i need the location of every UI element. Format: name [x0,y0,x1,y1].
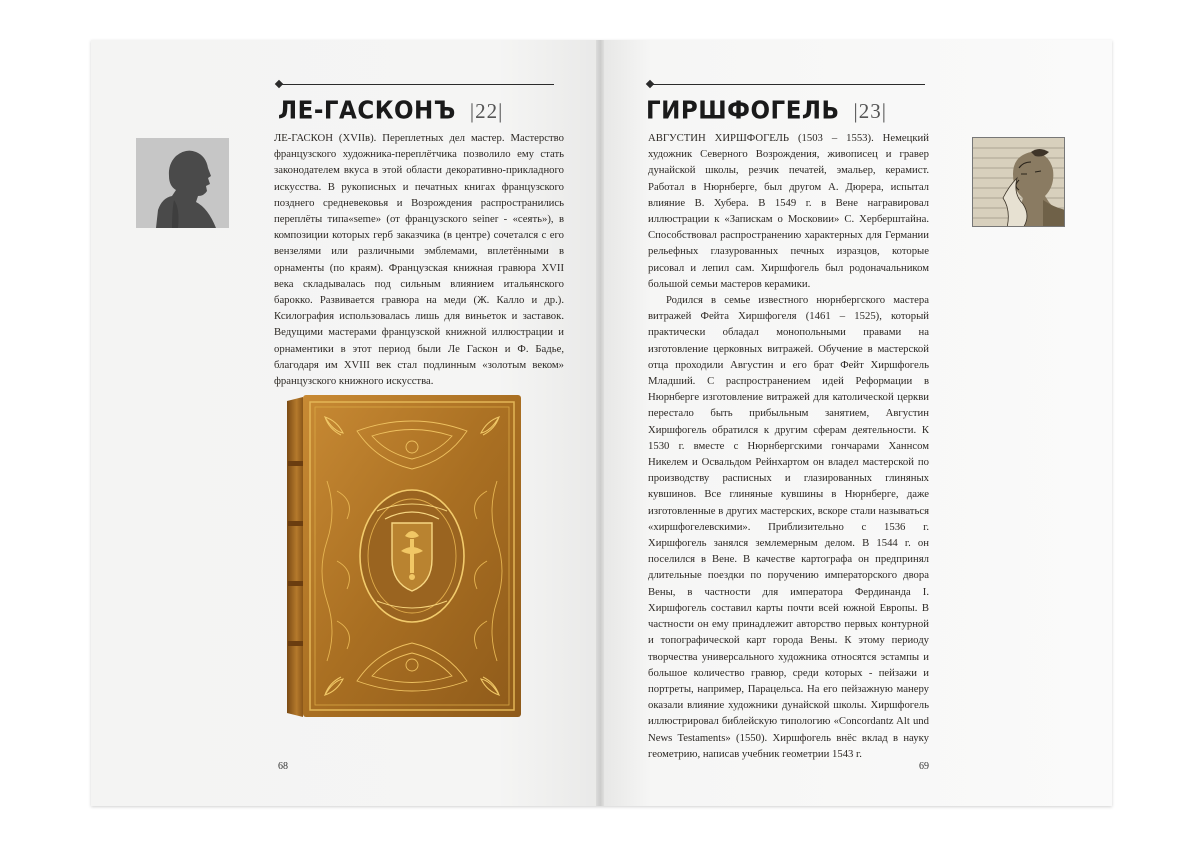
page-gutter [596,40,604,806]
right-heading-title: ГИРШФОГЕЛЬ [646,96,840,126]
left-paragraph: ЛЕ-ГАСКОН (XVIIв). Переплетных дел мастер. Мастерство французского художника-переплётчика позволило ему стать законодателем вкуса в этой области декоративно-прикладного искусства. В рукописных и печатных книгах французского позднего средневековья и Возрождения распространились переплёты типа«seme» (от французского seiner - «сеять»), в композиции которых герб заказчика (в центре) сочетался с его вензелями или различными эмблемами, вплетёнными в орнаменты (по краям). Французская книжная гравюра XVII века складывалась под сильным влиянием итальянского барокко. Развивается гравюра на меди (Ж. Калло и др.). Ксилография использовалась лишь для виньеток и заставок. Ведущими мастерами французской книжной иллюстрации и орнаментики в этот период были Ле Гаскон и Ф. Бадье, благодаря им XVIII век стал подлинным «золотым веком» французского книжного искусства. [274,132,564,388]
right-page-number: 69 [919,761,929,772]
ornamented-book-binding-image [277,391,527,721]
left-heading-title: ЛЕ-ГАСКОНЪ [278,96,456,126]
right-heading-number: |23| [853,99,887,123]
right-body-text [648,130,929,762]
left-heading-rule [278,84,554,85]
right-paragraph-1: АВГУСТИН ХИРШФОГЕЛЬ (1503 – 1553). Немецкий художник Северного Возрождения, живописец и гравер дунайской школы, резчик печатей, эмальер, керамист. Работал в Нюрнберге, был другом А. Дюрера, испытал влияние В. Хубера. В 1549 г. в Вене награвировал иллюстрации к «Запискам о Московии» С. Херберштайна. Способствовал распространению характерных для Германии рельефных глазурованных печных изразцов, которые рисовал и лепил сам. Хиршфогель был родоначальником большой семьи мастеров керамики. [648,132,929,290]
left-page-number: 68 [278,761,288,772]
silhouette-portrait-icon [136,138,229,228]
left-heading [278,98,503,124]
right-paragraph-2: Родился в семье известного нюрнбергского мастера витражей Фейта Хиршфогеля (1461 – 1525), который практически обладал монопольными правами на изготовление церковных витражей. Обучение в мастерской отца проходили Августин и его брат Фейт Хиршфогель Младший. С распространением идей Реформации в Нюрнберге изготовление витражей для католической церкви перестало быть прибыльным занятием, Августин Хиршфогель обратился к другим сферам деятельности. К 1530 г. вместе с Нюрнбергскими гончарами Ханнсом Никелем и Освальдом Рейнхартом он владел мастерской по производству расписных и глазированных глиняных кувшинов. Все глиняные кувшины в Нюрнберге, даже изготовленные в других мастерских, вскоре стали называться «хиршфогелевскими». Приблизительно с 1536 г. Хиршфогель занялся землемерным делом. В 1544 г. он поселился в Вене. В качестве картографа он предпринял длительные поездки по поручению императорского двора Вены, в частности для императора Фердинанда I. Хиршфогель составил карты почти всей южной Европы. В частности он ему принадлежит авторство первых контурной и топографической карт города Вены. К этому периоду творчества универсального художника относятся эстампы и большое количество гравюр, среди которых - пейзажи и портреты, например, Парацельса. На его пейзажную манеру оказали влияние художники дунайской школы. Хиршфогель иллюстрировал библейскую типологию «Concordantz Alt und News Testaments» (1550). Хиршфогель внёс вклад в науку геометрию, написав учебник геометрии 1543 г. [648,294,929,760]
engraved-portrait-icon [972,137,1065,227]
right-heading [646,98,887,124]
left-body-text [274,130,564,389]
book-spread [91,40,1112,806]
right-heading-rule [649,84,925,85]
left-heading-number: |22| [469,99,504,123]
